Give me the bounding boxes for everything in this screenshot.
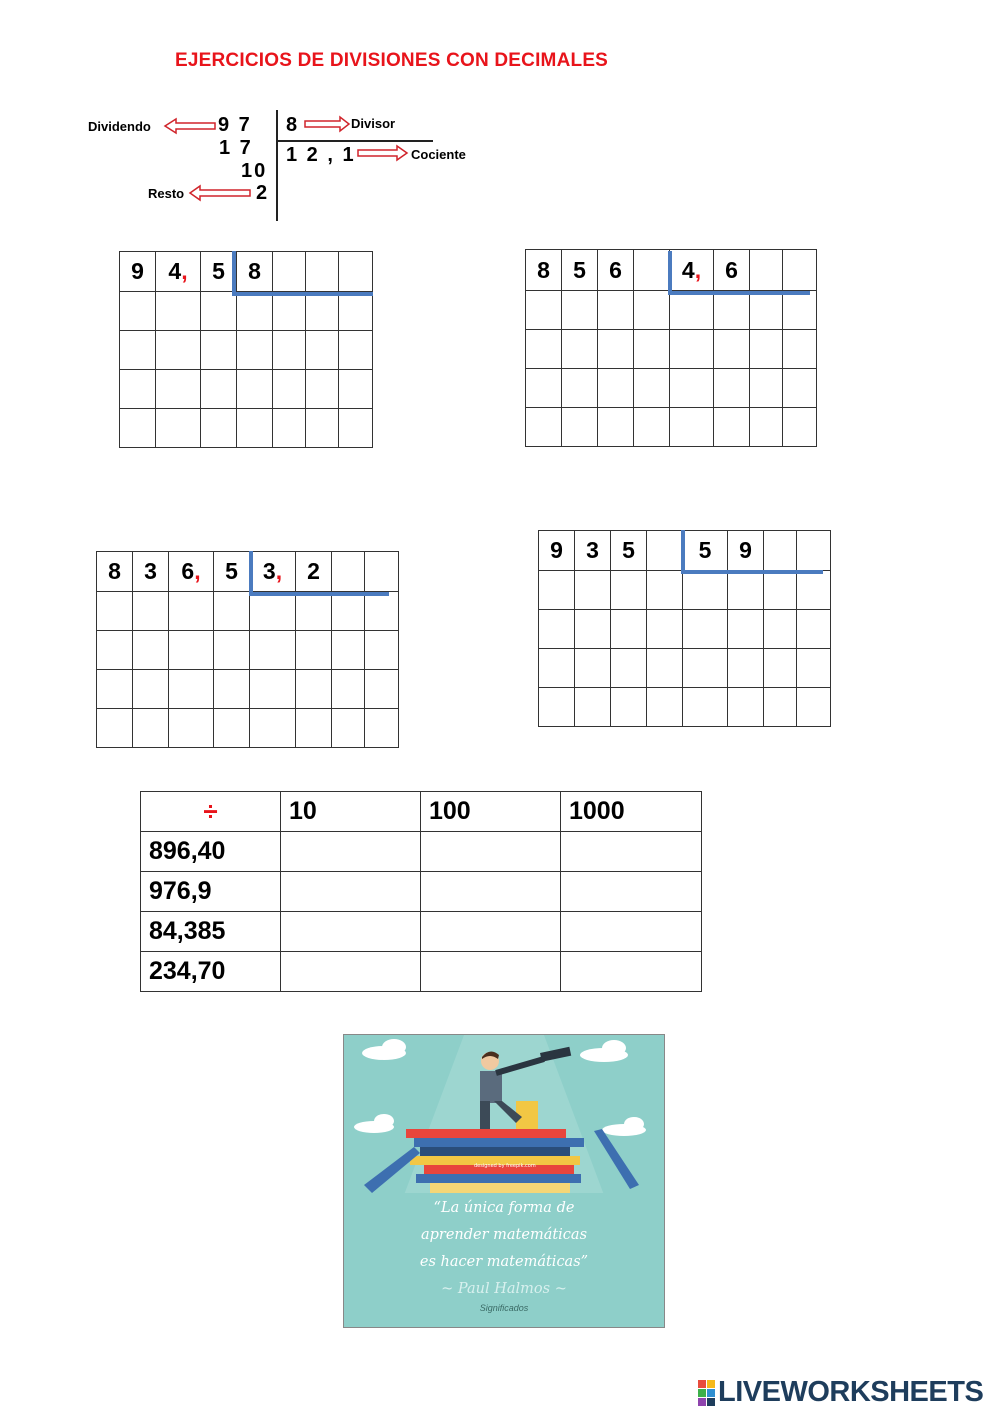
answer-cell[interactable] xyxy=(797,610,831,649)
poster-brand: Significados xyxy=(479,1303,529,1313)
answer-cell[interactable] xyxy=(728,571,764,610)
answer-cell[interactable] xyxy=(764,688,797,727)
answer-cell[interactable] xyxy=(714,369,750,408)
grid-cell: 6 xyxy=(598,250,634,291)
answer-cell[interactable] xyxy=(365,592,399,631)
answer-cell[interactable] xyxy=(306,331,339,370)
answer-cell[interactable] xyxy=(750,291,783,330)
answer-cell[interactable] xyxy=(728,688,764,727)
answer-cell[interactable] xyxy=(421,912,561,952)
row-number: 84,385 xyxy=(141,912,281,952)
answer-cell[interactable] xyxy=(156,409,201,448)
answer-cell[interactable] xyxy=(156,331,201,370)
answer-cell[interactable] xyxy=(647,571,683,610)
answer-cell[interactable] xyxy=(714,408,750,447)
man-on-books-illustration xyxy=(344,1035,664,1195)
table-row xyxy=(141,912,702,952)
answer-cell[interactable] xyxy=(120,292,156,331)
grid-cell: 3, xyxy=(250,552,296,592)
answer-cell[interactable] xyxy=(750,330,783,369)
divisor-bracket-horizontal xyxy=(249,592,389,596)
answer-cell[interactable] xyxy=(526,291,562,330)
answer-cell[interactable] xyxy=(783,330,817,369)
answer-cell[interactable] xyxy=(365,709,399,748)
answer-cell[interactable] xyxy=(281,912,421,952)
partial-dividend: 1 7 xyxy=(219,137,253,159)
divisor-bracket-horizontal xyxy=(232,292,373,296)
quote-line: es hacer matemáticas” xyxy=(419,1254,589,1270)
answer-cell[interactable] xyxy=(561,872,702,912)
quotient: 1 2 , 1 xyxy=(286,144,356,166)
header-cell: 10 xyxy=(281,792,421,832)
answer-cell[interactable] xyxy=(339,331,373,370)
answer-cell[interactable] xyxy=(750,408,783,447)
answer-cell[interactable] xyxy=(526,330,562,369)
answer-cell[interactable] xyxy=(670,291,714,330)
answer-cell[interactable] xyxy=(611,688,647,727)
answer-cell[interactable] xyxy=(201,331,237,370)
answer-cell[interactable] xyxy=(281,832,421,872)
answer-cell[interactable] xyxy=(365,631,399,670)
answer-cell[interactable] xyxy=(797,571,831,610)
answer-cell[interactable] xyxy=(611,649,647,688)
answer-cell[interactable] xyxy=(250,592,296,631)
answer-cell[interactable] xyxy=(421,952,561,992)
answer-cell[interactable] xyxy=(273,331,306,370)
grid-cell: 6 xyxy=(714,250,750,291)
logo-text: LIVEWORKSHEETS xyxy=(718,1376,984,1408)
grid-cell: 3 xyxy=(575,531,611,571)
answer-cell[interactable] xyxy=(421,832,561,872)
arrow-dividendo-icon xyxy=(165,119,215,133)
answer-cell[interactable] xyxy=(562,291,598,330)
answer-cell[interactable] xyxy=(539,610,575,649)
row-number: 234,70 xyxy=(141,952,281,992)
answer-cell[interactable] xyxy=(728,610,764,649)
answer-cell[interactable] xyxy=(634,369,670,408)
answer-cell[interactable] xyxy=(539,571,575,610)
divisor-bracket-vertical xyxy=(232,251,236,296)
answer-cell[interactable] xyxy=(647,649,683,688)
header-cell: 1000 xyxy=(561,792,702,832)
answer-cell[interactable] xyxy=(214,592,250,631)
answer-cell[interactable] xyxy=(169,592,214,631)
division-symbol: ÷ xyxy=(141,792,281,832)
answer-cell[interactable] xyxy=(339,252,373,292)
answer-cell[interactable] xyxy=(273,409,306,448)
answer-cell[interactable] xyxy=(575,610,611,649)
answer-cell[interactable] xyxy=(332,552,365,592)
answer-cell[interactable] xyxy=(797,688,831,727)
label-dividendo: Dividendo xyxy=(88,119,151,134)
answer-cell[interactable] xyxy=(273,370,306,409)
answer-cell[interactable] xyxy=(237,370,273,409)
answer-cell[interactable] xyxy=(339,292,373,331)
answer-cell[interactable] xyxy=(764,610,797,649)
answer-cell[interactable] xyxy=(214,709,250,748)
answer-cell[interactable] xyxy=(250,709,296,748)
arrow-divisor-icon xyxy=(305,117,349,131)
answer-cell[interactable] xyxy=(670,408,714,447)
answer-cell[interactable] xyxy=(306,370,339,409)
answer-cell[interactable] xyxy=(250,670,296,709)
answer-cell[interactable] xyxy=(562,330,598,369)
quote-author: ~ Paul Halmos ~ xyxy=(441,1281,567,1297)
answer-cell[interactable] xyxy=(783,291,817,330)
grid-cell: 9 xyxy=(539,531,575,571)
table-row xyxy=(141,832,702,872)
grid-cell: 5 xyxy=(611,531,647,571)
answer-cell[interactable] xyxy=(764,649,797,688)
answer-cell[interactable] xyxy=(365,552,399,592)
answer-cell[interactable] xyxy=(575,649,611,688)
answer-cell[interactable] xyxy=(296,709,332,748)
answer-cell[interactable] xyxy=(169,631,214,670)
grid-cell: 8 xyxy=(526,250,562,291)
answer-cell[interactable] xyxy=(714,330,750,369)
book-credit: designed by freepik.com xyxy=(474,1163,536,1169)
grid-cell: 5 xyxy=(201,252,237,292)
answer-cell[interactable] xyxy=(526,369,562,408)
answer-cell[interactable] xyxy=(169,709,214,748)
answer-cell[interactable] xyxy=(598,369,634,408)
answer-cell[interactable] xyxy=(728,649,764,688)
grid-cell: 5 xyxy=(214,552,250,592)
grid-cell: 2 xyxy=(296,552,332,592)
answer-cell[interactable] xyxy=(365,670,399,709)
liveworksheets-logo xyxy=(698,1376,983,1409)
answer-cell[interactable] xyxy=(281,952,421,992)
answer-cell[interactable] xyxy=(120,409,156,448)
answer-cell[interactable] xyxy=(526,408,562,447)
answer-cell[interactable] xyxy=(647,531,683,571)
answer-cell[interactable] xyxy=(634,291,670,330)
label-divisor: Divisor xyxy=(351,116,396,131)
grid-cell: 9 xyxy=(728,531,764,571)
grid-cell: 5 xyxy=(562,250,598,291)
answer-cell[interactable] xyxy=(634,330,670,369)
answer-cell[interactable] xyxy=(611,571,647,610)
answer-cell[interactable] xyxy=(575,571,611,610)
answer-cell[interactable] xyxy=(598,408,634,447)
answer-cell[interactable] xyxy=(214,670,250,709)
answer-cell[interactable] xyxy=(237,409,273,448)
answer-cell[interactable] xyxy=(120,370,156,409)
answer-cell[interactable] xyxy=(201,292,237,331)
answer-cell[interactable] xyxy=(306,409,339,448)
answer-cell[interactable] xyxy=(332,709,365,748)
answer-cell[interactable] xyxy=(683,688,728,727)
answer-cell[interactable] xyxy=(562,408,598,447)
answer-cell[interactable] xyxy=(647,688,683,727)
answer-cell[interactable] xyxy=(539,649,575,688)
answer-cell[interactable] xyxy=(714,291,750,330)
row-number: 896,40 xyxy=(141,832,281,872)
divisor: 8 xyxy=(286,114,300,136)
row-number: 976,9 xyxy=(141,872,281,912)
grid-cell: 6, xyxy=(169,552,214,592)
label-cociente: Cociente xyxy=(411,147,466,162)
answer-cell[interactable] xyxy=(97,631,133,670)
answer-cell[interactable] xyxy=(306,252,339,292)
answer-cell[interactable] xyxy=(561,912,702,952)
answer-cell[interactable] xyxy=(97,670,133,709)
answer-cell[interactable] xyxy=(339,370,373,409)
grid-cell: 4, xyxy=(670,250,714,291)
answer-cell[interactable] xyxy=(201,370,237,409)
answer-cell[interactable] xyxy=(296,670,332,709)
answer-cell[interactable] xyxy=(214,631,250,670)
answer-cell[interactable] xyxy=(306,292,339,331)
answer-cell[interactable] xyxy=(133,631,169,670)
remainder: 2 xyxy=(256,182,270,204)
header-cell: 100 xyxy=(421,792,561,832)
answer-cell[interactable] xyxy=(250,631,296,670)
answer-cell[interactable] xyxy=(683,571,728,610)
answer-cell[interactable] xyxy=(797,649,831,688)
answer-cell[interactable] xyxy=(598,291,634,330)
answer-cell[interactable] xyxy=(764,571,797,610)
answer-cell[interactable] xyxy=(97,709,133,748)
divisor-bracket-vertical xyxy=(681,530,685,574)
answer-cell[interactable] xyxy=(539,688,575,727)
page-title: EJERCICIOS DE DIVISIONES CON DECIMALES xyxy=(175,50,609,71)
grid-cell: 5 xyxy=(683,531,728,571)
answer-cell[interactable] xyxy=(273,292,306,331)
arrow-cociente-icon xyxy=(358,146,407,160)
answer-cell[interactable] xyxy=(133,670,169,709)
answer-cell[interactable] xyxy=(332,592,365,631)
answer-cell[interactable] xyxy=(562,369,598,408)
answer-cell[interactable] xyxy=(783,250,817,291)
answer-cell[interactable] xyxy=(169,670,214,709)
answer-cell[interactable] xyxy=(683,610,728,649)
grid-cell: 9 xyxy=(120,252,156,292)
answer-cell[interactable] xyxy=(783,369,817,408)
quote-line: aprender matemáticas xyxy=(420,1227,588,1243)
quote-line: “La única forma de xyxy=(433,1200,575,1216)
answer-cell[interactable] xyxy=(611,610,647,649)
answer-cell[interactable] xyxy=(296,631,332,670)
answer-cell[interactable] xyxy=(598,330,634,369)
answer-cell[interactable] xyxy=(237,292,273,331)
answer-cell[interactable] xyxy=(201,409,237,448)
answer-cell[interactable] xyxy=(273,252,306,292)
division-grid-1 xyxy=(119,251,373,448)
table-row xyxy=(141,872,702,912)
powers-of-ten-table xyxy=(140,791,702,992)
answer-cell[interactable] xyxy=(339,409,373,448)
dividend: 9 7 xyxy=(218,114,252,136)
answer-cell[interactable] xyxy=(281,872,421,912)
answer-cell[interactable] xyxy=(97,592,133,631)
divisor-bracket-horizontal xyxy=(668,291,810,295)
answer-cell[interactable] xyxy=(421,872,561,912)
answer-cell[interactable] xyxy=(156,370,201,409)
answer-cell[interactable] xyxy=(764,531,797,571)
answer-cell[interactable] xyxy=(561,832,702,872)
answer-cell[interactable] xyxy=(750,369,783,408)
divisor-bracket-vertical xyxy=(249,551,253,596)
label-resto: Resto xyxy=(148,186,185,201)
answer-cell[interactable] xyxy=(783,408,817,447)
logo-icon xyxy=(698,1380,715,1406)
answer-cell[interactable] xyxy=(156,292,201,331)
answer-cell[interactable] xyxy=(133,709,169,748)
answer-cell[interactable] xyxy=(296,592,332,631)
partial-dividend-2: 10 xyxy=(241,160,268,182)
table-row xyxy=(141,952,702,992)
answer-cell[interactable] xyxy=(133,592,169,631)
answer-cell[interactable] xyxy=(634,408,670,447)
divisor-bracket-vertical xyxy=(668,251,672,295)
answer-cell[interactable] xyxy=(683,649,728,688)
grid-cell: 8 xyxy=(97,552,133,592)
answer-cell[interactable] xyxy=(575,688,611,727)
grid-cell: 4, xyxy=(156,252,201,292)
arrow-resto-icon xyxy=(190,186,250,200)
answer-cell[interactable] xyxy=(561,952,702,992)
answer-cell[interactable] xyxy=(797,531,831,571)
answer-cell[interactable] xyxy=(750,250,783,291)
quote-poster xyxy=(343,1034,665,1328)
division-grid-3 xyxy=(96,551,399,748)
answer-cell[interactable] xyxy=(237,331,273,370)
grid-cell: 8 xyxy=(237,252,273,292)
quote-text xyxy=(344,1195,664,1303)
answer-cell[interactable] xyxy=(647,610,683,649)
answer-cell[interactable] xyxy=(332,631,365,670)
answer-cell[interactable] xyxy=(120,331,156,370)
answer-cell[interactable] xyxy=(670,330,714,369)
divisor-bracket-horizontal xyxy=(681,570,823,574)
grid-cell: 3 xyxy=(133,552,169,592)
answer-cell[interactable] xyxy=(670,369,714,408)
answer-cell[interactable] xyxy=(634,250,670,291)
answer-cell[interactable] xyxy=(332,670,365,709)
